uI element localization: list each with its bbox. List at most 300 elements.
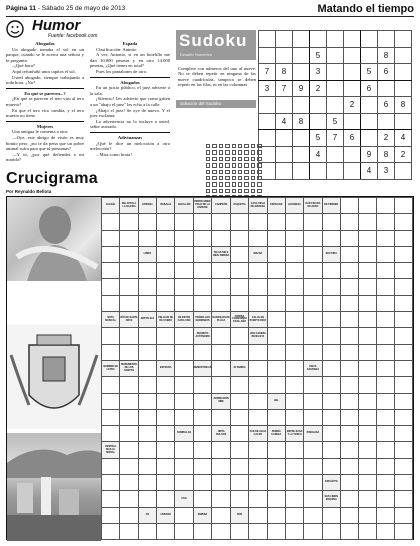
crossword-cell[interactable] xyxy=(267,360,285,376)
crossword-cell[interactable] xyxy=(394,360,412,376)
crossword-cell[interactable] xyxy=(157,295,175,311)
sudoku-cell[interactable] xyxy=(344,47,361,64)
sudoku-cell[interactable] xyxy=(276,163,293,180)
crossword-cell[interactable] xyxy=(175,214,193,230)
crossword-cell[interactable] xyxy=(358,523,376,539)
crossword-cell[interactable] xyxy=(376,198,394,214)
crossword-cell[interactable] xyxy=(340,491,358,507)
sudoku-cell[interactable]: 2 xyxy=(395,146,412,163)
crossword-cell[interactable] xyxy=(340,442,358,458)
crossword-cell[interactable] xyxy=(304,344,322,360)
crossword-cell[interactable] xyxy=(267,458,285,474)
crossword-cell[interactable] xyxy=(340,409,358,425)
crossword-cell[interactable] xyxy=(175,263,193,279)
sudoku-cell[interactable]: 3 xyxy=(378,163,395,180)
crossword-cell[interactable] xyxy=(193,279,212,295)
sudoku-cell[interactable] xyxy=(259,130,276,147)
crossword-cell[interactable] xyxy=(175,295,193,311)
crossword-cell[interactable] xyxy=(340,328,358,344)
crossword-cell[interactable] xyxy=(358,230,376,246)
crossword-cell[interactable] xyxy=(249,263,267,279)
crossword-cell[interactable] xyxy=(304,295,322,311)
crossword-cell[interactable] xyxy=(230,458,248,474)
crossword-cell[interactable] xyxy=(394,246,412,262)
sudoku-cell[interactable]: 5 xyxy=(310,130,327,147)
crossword-cell[interactable] xyxy=(212,360,230,376)
crossword-cell[interactable] xyxy=(267,328,285,344)
crossword-cell[interactable] xyxy=(376,263,394,279)
sudoku-cell[interactable]: 6 xyxy=(361,80,378,97)
crossword-cell[interactable] xyxy=(175,393,193,409)
sudoku-cell[interactable] xyxy=(310,163,327,180)
crossword-cell[interactable] xyxy=(157,475,175,491)
crossword-cell[interactable] xyxy=(394,214,412,230)
crossword-cell[interactable] xyxy=(249,360,267,376)
crossword-cell[interactable] xyxy=(249,442,267,458)
crossword-cell[interactable] xyxy=(322,295,340,311)
sudoku-cell[interactable]: 5 xyxy=(327,113,344,130)
crossword-cell[interactable] xyxy=(138,491,156,507)
crossword-cell[interactable] xyxy=(230,214,248,230)
crossword-cell[interactable] xyxy=(249,377,267,393)
sudoku-cell[interactable] xyxy=(293,47,310,64)
crossword-cell[interactable] xyxy=(285,214,303,230)
crossword-cell[interactable] xyxy=(120,458,138,474)
crossword-cell[interactable] xyxy=(138,523,156,539)
crossword-cell[interactable] xyxy=(102,393,120,409)
crossword-cell[interactable] xyxy=(358,344,376,360)
crossword-cell[interactable] xyxy=(102,263,120,279)
crossword-cell[interactable] xyxy=(285,279,303,295)
crossword-cell[interactable] xyxy=(193,214,212,230)
sudoku-cell[interactable] xyxy=(276,130,293,147)
crossword-cell[interactable] xyxy=(285,263,303,279)
crossword-cell[interactable] xyxy=(267,246,285,262)
crossword-cell[interactable] xyxy=(102,246,120,262)
crossword-cell[interactable] xyxy=(193,230,212,246)
sudoku-cell[interactable] xyxy=(276,47,293,64)
crossword-cell[interactable] xyxy=(157,426,175,442)
crossword-cell[interactable] xyxy=(120,442,138,458)
sudoku-cell[interactable] xyxy=(395,64,412,81)
crossword-cell[interactable] xyxy=(285,458,303,474)
sudoku-cell[interactable] xyxy=(361,113,378,130)
crossword-cell[interactable] xyxy=(285,409,303,425)
crossword-cell[interactable] xyxy=(193,442,212,458)
crossword-cell[interactable] xyxy=(193,344,212,360)
sudoku-cell[interactable] xyxy=(327,163,344,180)
crossword-cell[interactable] xyxy=(230,377,248,393)
crossword-cell[interactable] xyxy=(340,523,358,539)
crossword-cell[interactable] xyxy=(230,230,248,246)
crossword-cell[interactable] xyxy=(212,409,230,425)
crossword-cell[interactable] xyxy=(394,312,412,328)
crossword-cell[interactable] xyxy=(138,393,156,409)
crossword-cell[interactable] xyxy=(120,475,138,491)
crossword-cell[interactable] xyxy=(193,295,212,311)
crossword-cell[interactable] xyxy=(212,328,230,344)
crossword-cell[interactable] xyxy=(376,377,394,393)
crossword-cell[interactable] xyxy=(230,523,248,539)
crossword-cell[interactable] xyxy=(394,377,412,393)
crossword-cell[interactable] xyxy=(157,377,175,393)
crossword-cell[interactable] xyxy=(285,491,303,507)
crossword-cell[interactable] xyxy=(376,246,394,262)
sudoku-cell[interactable] xyxy=(310,113,327,130)
crossword-cell[interactable] xyxy=(304,409,322,425)
sudoku-cell[interactable]: 4 xyxy=(276,113,293,130)
crossword-cell[interactable] xyxy=(212,214,230,230)
crossword-cell[interactable] xyxy=(102,458,120,474)
crossword-cell[interactable] xyxy=(175,458,193,474)
crossword-cell[interactable] xyxy=(267,491,285,507)
sudoku-cell[interactable] xyxy=(378,113,395,130)
crossword-cell[interactable] xyxy=(120,393,138,409)
crossword-cell[interactable] xyxy=(212,507,230,523)
crossword-cell[interactable] xyxy=(340,279,358,295)
crossword-cell[interactable] xyxy=(358,426,376,442)
crossword-cell[interactable] xyxy=(304,523,322,539)
crossword-cell[interactable] xyxy=(175,523,193,539)
sudoku-cell[interactable] xyxy=(276,97,293,114)
crossword-cell[interactable] xyxy=(285,312,303,328)
crossword-cell[interactable] xyxy=(212,442,230,458)
sudoku-cell[interactable] xyxy=(310,31,327,48)
crossword-cell[interactable] xyxy=(212,377,230,393)
sudoku-cell[interactable] xyxy=(293,163,310,180)
sudoku-cell[interactable] xyxy=(327,47,344,64)
crossword-cell[interactable] xyxy=(249,409,267,425)
crossword-cell[interactable] xyxy=(376,312,394,328)
crossword-cell[interactable] xyxy=(212,475,230,491)
crossword-cell[interactable] xyxy=(249,214,267,230)
crossword-cell[interactable] xyxy=(120,491,138,507)
crossword-cell[interactable] xyxy=(394,328,412,344)
crossword-cell[interactable] xyxy=(249,523,267,539)
crossword-cell[interactable] xyxy=(340,230,358,246)
crossword-cell[interactable] xyxy=(376,523,394,539)
crossword-cell[interactable] xyxy=(157,263,175,279)
crossword-cell[interactable] xyxy=(230,475,248,491)
sudoku-cell[interactable] xyxy=(259,163,276,180)
crossword-cell[interactable] xyxy=(394,491,412,507)
crossword-cell[interactable] xyxy=(138,344,156,360)
crossword-cell[interactable] xyxy=(212,279,230,295)
crossword-cell[interactable] xyxy=(304,475,322,491)
crossword-cell[interactable] xyxy=(358,507,376,523)
crossword-cell[interactable] xyxy=(175,230,193,246)
sudoku-cell[interactable]: 5 xyxy=(310,47,327,64)
crossword-cell[interactable] xyxy=(322,344,340,360)
crossword-cell[interactable] xyxy=(340,507,358,523)
sudoku-cell[interactable]: 7 xyxy=(259,64,276,81)
crossword-cell[interactable] xyxy=(230,393,248,409)
crossword-cell[interactable] xyxy=(267,523,285,539)
crossword-cell[interactable] xyxy=(212,523,230,539)
sudoku-cell[interactable] xyxy=(293,130,310,147)
crossword-cell[interactable] xyxy=(340,458,358,474)
crossword-cell[interactable] xyxy=(193,458,212,474)
crossword-cell[interactable] xyxy=(138,409,156,425)
crossword-cell[interactable] xyxy=(138,263,156,279)
crossword-cell[interactable] xyxy=(394,523,412,539)
crossword-cell[interactable] xyxy=(394,198,412,214)
crossword-cell[interactable] xyxy=(157,246,175,262)
crossword-cell[interactable] xyxy=(322,442,340,458)
crossword-cell[interactable] xyxy=(394,409,412,425)
crossword-cell[interactable] xyxy=(376,458,394,474)
crossword-cell[interactable] xyxy=(358,377,376,393)
sudoku-cell[interactable] xyxy=(327,146,344,163)
sudoku-cell[interactable] xyxy=(276,31,293,48)
sudoku-cell[interactable] xyxy=(344,146,361,163)
crossword-cell[interactable] xyxy=(340,214,358,230)
sudoku-cell[interactable]: 6 xyxy=(344,130,361,147)
crossword-cell[interactable] xyxy=(175,360,193,376)
crossword-cell[interactable] xyxy=(230,409,248,425)
crossword-cell[interactable] xyxy=(230,279,248,295)
crossword-cell[interactable] xyxy=(120,295,138,311)
crossword-cell[interactable] xyxy=(304,458,322,474)
sudoku-cell[interactable] xyxy=(344,64,361,81)
crossword-cell[interactable] xyxy=(230,442,248,458)
crossword-cell[interactable] xyxy=(322,360,340,376)
crossword-cell[interactable] xyxy=(358,475,376,491)
crossword-cell[interactable] xyxy=(157,393,175,409)
crossword-cell[interactable] xyxy=(102,328,120,344)
crossword-cell[interactable] xyxy=(267,312,285,328)
crossword-cell[interactable] xyxy=(285,393,303,409)
crossword-cell[interactable] xyxy=(340,263,358,279)
crossword-cell[interactable] xyxy=(304,393,322,409)
crossword-cell[interactable] xyxy=(230,295,248,311)
sudoku-cell[interactable]: 3 xyxy=(310,64,327,81)
sudoku-cell[interactable]: 4 xyxy=(310,146,327,163)
crossword-cell[interactable] xyxy=(138,475,156,491)
crossword-cell[interactable] xyxy=(212,458,230,474)
crossword-cell[interactable] xyxy=(249,507,267,523)
crossword-cell[interactable] xyxy=(120,230,138,246)
crossword-cell[interactable] xyxy=(340,426,358,442)
sudoku-cell[interactable] xyxy=(378,80,395,97)
crossword-cell[interactable] xyxy=(322,393,340,409)
crossword-cell[interactable] xyxy=(193,377,212,393)
sudoku-cell[interactable] xyxy=(259,47,276,64)
crossword-cell[interactable] xyxy=(394,426,412,442)
crossword-cell[interactable] xyxy=(249,295,267,311)
crossword-cell[interactable] xyxy=(340,393,358,409)
crossword-cell[interactable] xyxy=(285,360,303,376)
crossword-cell[interactable] xyxy=(358,328,376,344)
crossword-cell[interactable] xyxy=(102,475,120,491)
crossword-cell[interactable] xyxy=(358,360,376,376)
crossword-cell[interactable] xyxy=(376,279,394,295)
sudoku-cell[interactable]: 8 xyxy=(378,146,395,163)
crossword-cell[interactable] xyxy=(322,328,340,344)
crossword-cell[interactable] xyxy=(304,263,322,279)
sudoku-cell[interactable]: 2 xyxy=(310,80,327,97)
crossword-cell[interactable] xyxy=(322,279,340,295)
crossword-cell[interactable] xyxy=(376,295,394,311)
crossword-cell[interactable] xyxy=(322,230,340,246)
crossword-cell[interactable] xyxy=(157,458,175,474)
crossword-cell[interactable] xyxy=(322,263,340,279)
crossword-cell[interactable] xyxy=(394,458,412,474)
crossword-cell[interactable] xyxy=(212,344,230,360)
sudoku-cell[interactable]: 8 xyxy=(378,47,395,64)
sudoku-cell[interactable] xyxy=(395,31,412,48)
crossword-cell[interactable] xyxy=(230,263,248,279)
crossword-cell[interactable] xyxy=(376,360,394,376)
sudoku-cell[interactable] xyxy=(361,47,378,64)
crossword-cell[interactable] xyxy=(304,442,322,458)
sudoku-cell[interactable]: 8 xyxy=(395,97,412,114)
sudoku-cell[interactable]: 6 xyxy=(378,64,395,81)
crossword-cell[interactable] xyxy=(212,263,230,279)
crossword-cell[interactable] xyxy=(230,246,248,262)
crossword-cell[interactable] xyxy=(193,523,212,539)
crossword-cell[interactable] xyxy=(358,246,376,262)
crossword-cell[interactable] xyxy=(102,491,120,507)
crossword-cell[interactable] xyxy=(340,475,358,491)
crossword-cell[interactable] xyxy=(304,377,322,393)
crossword-cell[interactable] xyxy=(120,246,138,262)
crossword-cell[interactable] xyxy=(322,214,340,230)
crossword-cell[interactable] xyxy=(322,458,340,474)
crossword-cell[interactable] xyxy=(394,295,412,311)
crossword-cell[interactable] xyxy=(267,377,285,393)
crossword-cell[interactable] xyxy=(102,214,120,230)
crossword-cell[interactable] xyxy=(304,328,322,344)
crossword-cell[interactable] xyxy=(285,507,303,523)
sudoku-cell[interactable]: 7 xyxy=(276,80,293,97)
crossword-cell[interactable] xyxy=(304,246,322,262)
sudoku-cell[interactable]: 8 xyxy=(276,64,293,81)
crossword-cell[interactable] xyxy=(304,214,322,230)
sudoku-cell[interactable] xyxy=(293,146,310,163)
crossword-cell[interactable] xyxy=(267,263,285,279)
crossword-cell[interactable] xyxy=(193,491,212,507)
sudoku-cell[interactable] xyxy=(276,146,293,163)
sudoku-cell[interactable] xyxy=(344,113,361,130)
sudoku-cell[interactable] xyxy=(344,31,361,48)
sudoku-cell[interactable] xyxy=(378,31,395,48)
crossword-cell[interactable] xyxy=(358,442,376,458)
crossword-cell[interactable] xyxy=(120,344,138,360)
crossword-cell[interactable] xyxy=(267,442,285,458)
crossword-cell[interactable] xyxy=(193,409,212,425)
sudoku-cell[interactable]: 8 xyxy=(293,113,310,130)
crossword-cell[interactable] xyxy=(394,442,412,458)
crossword-cell[interactable] xyxy=(322,507,340,523)
crossword-cell[interactable] xyxy=(102,295,120,311)
crossword-cell[interactable] xyxy=(394,230,412,246)
crossword-cell[interactable] xyxy=(340,312,358,328)
crossword-cell[interactable] xyxy=(322,312,340,328)
crossword-cell[interactable] xyxy=(376,230,394,246)
crossword-cell[interactable] xyxy=(102,279,120,295)
sudoku-cell[interactable] xyxy=(361,31,378,48)
crossword-cell[interactable] xyxy=(267,214,285,230)
crossword-cell[interactable] xyxy=(358,263,376,279)
crossword-cell[interactable] xyxy=(175,279,193,295)
crossword-cell[interactable] xyxy=(322,377,340,393)
crossword-cell[interactable] xyxy=(322,426,340,442)
sudoku-cell[interactable] xyxy=(293,64,310,81)
crossword-cell[interactable] xyxy=(285,523,303,539)
sudoku-cell[interactable] xyxy=(259,113,276,130)
crossword-cell[interactable] xyxy=(267,475,285,491)
sudoku-cell[interactable]: 5 xyxy=(361,64,378,81)
crossword-cell[interactable] xyxy=(285,230,303,246)
crossword-cell[interactable] xyxy=(120,409,138,425)
crossword-cell[interactable] xyxy=(394,344,412,360)
sudoku-cell[interactable]: 2 xyxy=(378,130,395,147)
crossword-cell[interactable] xyxy=(267,230,285,246)
crossword-cell[interactable] xyxy=(376,442,394,458)
crossword-cell[interactable] xyxy=(212,295,230,311)
crossword-cell[interactable] xyxy=(157,279,175,295)
sudoku-cell[interactable] xyxy=(361,97,378,114)
crossword-cell[interactable] xyxy=(267,344,285,360)
crossword-cell[interactable] xyxy=(376,409,394,425)
crossword-cell[interactable] xyxy=(394,507,412,523)
crossword-cell[interactable] xyxy=(102,523,120,539)
sudoku-cell[interactable] xyxy=(259,146,276,163)
sudoku-cell[interactable]: 6 xyxy=(378,97,395,114)
crossword-cell[interactable] xyxy=(358,295,376,311)
crossword-cell[interactable] xyxy=(358,409,376,425)
crossword-cell[interactable] xyxy=(193,393,212,409)
crossword-cell[interactable] xyxy=(138,295,156,311)
crossword-cell[interactable] xyxy=(358,393,376,409)
crossword-cell[interactable] xyxy=(230,344,248,360)
crossword-cell[interactable] xyxy=(249,279,267,295)
crossword-cell[interactable] xyxy=(376,393,394,409)
crossword-cell[interactable] xyxy=(394,475,412,491)
crossword-cell[interactable] xyxy=(138,328,156,344)
crossword-cell[interactable] xyxy=(285,377,303,393)
crossword-cell[interactable] xyxy=(212,230,230,246)
crossword-cell[interactable] xyxy=(175,475,193,491)
crossword-cell[interactable] xyxy=(340,295,358,311)
crossword-cell[interactable] xyxy=(193,426,212,442)
crossword-cell[interactable] xyxy=(376,328,394,344)
crossword-cell[interactable] xyxy=(267,279,285,295)
sudoku-cell[interactable]: 9 xyxy=(361,146,378,163)
crossword-cell[interactable] xyxy=(157,344,175,360)
crossword-cell[interactable] xyxy=(120,377,138,393)
sudoku-cell[interactable] xyxy=(395,163,412,180)
sudoku-cell[interactable] xyxy=(327,80,344,97)
crossword-cell[interactable] xyxy=(102,409,120,425)
sudoku-cell[interactable] xyxy=(259,97,276,114)
crossword-cell[interactable] xyxy=(193,263,212,279)
crossword-cell[interactable] xyxy=(358,491,376,507)
crossword-cell[interactable] xyxy=(120,328,138,344)
sudoku-cell[interactable]: 7 xyxy=(327,130,344,147)
crossword-cell[interactable] xyxy=(285,328,303,344)
crossword-cell[interactable] xyxy=(358,279,376,295)
sudoku-cell[interactable] xyxy=(327,97,344,114)
crossword-cell[interactable] xyxy=(358,312,376,328)
crossword-cell[interactable] xyxy=(157,230,175,246)
sudoku-cell[interactable] xyxy=(395,113,412,130)
sudoku-cell[interactable] xyxy=(293,97,310,114)
crossword-cell[interactable] xyxy=(212,491,230,507)
crossword-cell[interactable] xyxy=(249,491,267,507)
crossword-cell[interactable] xyxy=(102,507,120,523)
